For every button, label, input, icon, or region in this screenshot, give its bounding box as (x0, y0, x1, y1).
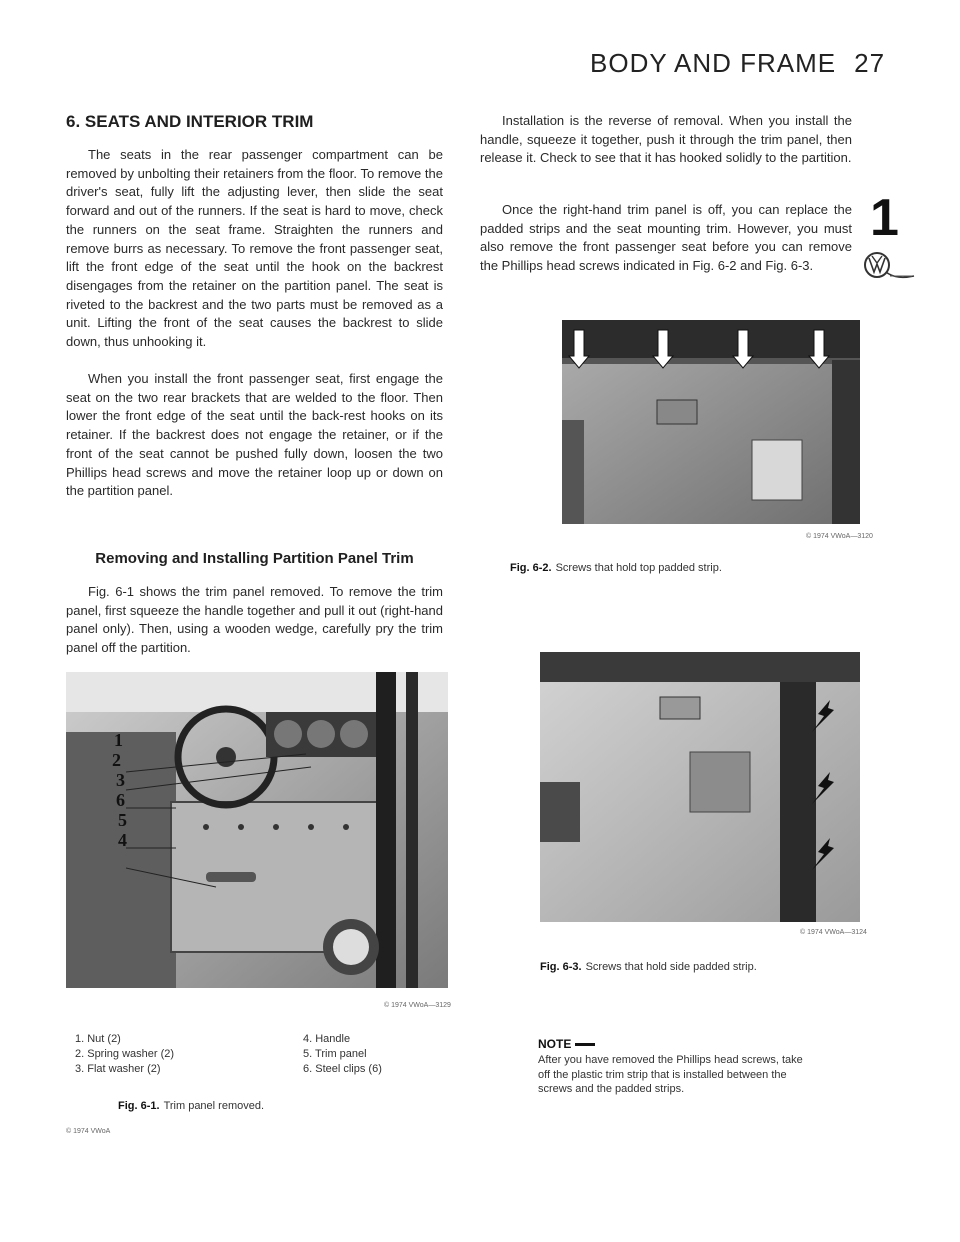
figure-6-1-caption (118, 1100, 264, 1112)
callout-6: 6 (116, 790, 125, 810)
legend-item: 6. Steel clips (6) (303, 1063, 382, 1075)
figure-6-1-caption-text: Trim panel removed. (163, 1100, 265, 1112)
note-dash (575, 1043, 595, 1046)
right-paragraph-2: Once the right-hand trim panel is off, you can replace the padded strips and the seat mounting trim. However, you must also remove the front passenger seat before you can remove the Phillips head screws indicated in Fig. 6-2 and Fig. 6-3. (480, 202, 852, 274)
chapter-tab-number: 1 (870, 189, 899, 247)
figure-6-2-label: Fig. 6-2. (510, 562, 552, 574)
callout-4: 4 (118, 830, 127, 850)
right-paragraph-1: Installation is the reverse of removal. When you install the handle, squeeze it together, push it through the trim panel, then release it. Check to see that it has hooked solidly to the partition. (480, 113, 852, 166)
subsection-heading: Removing and Installing Partition Panel Trim (95, 550, 414, 567)
figure-6-2-caption-text: Screws that hold top padded strip. (555, 562, 722, 574)
note-body: After you have removed the Phillips head screws, take off the plastic trim strip that is installed between the screws and the padded strips. (538, 1054, 803, 1095)
subsection-paragraph: Fig. 6-1 shows the trim panel removed. To remove the trim panel, first squeeze the handle together and pull it out (right-hand panel only). Then, using a wooden wedge, carefully pry the trim panel off the partition. (66, 584, 443, 656)
legend-item: 3. Flat washer (2) (75, 1063, 161, 1075)
callout-1: 1 (114, 730, 123, 750)
section-paragraph-1: The seats in the rear passenger compartment can be removed by unbolting their retainers from the floor. To remove the driver's seat, fully lift the adjusting lever, then slide the seat forward and out of the runners. If the seat is hard to move, check the runners on the seat frame. Straighten the runners and remove burrs as necessary. To remove the front passenger seat, lift the front edge of the seat until the hook on the backrest disengages from the retainer on the partition panel. The seat is riveted to the backrest and the two parts must be removed as a unit. Lifting the front of the seat causes the backrest to slide down, thus unhooking it. (66, 147, 443, 350)
running-header (590, 48, 885, 79)
figure-6-3-label: Fig. 6-3. (540, 961, 582, 973)
page-number: 27 (854, 48, 886, 78)
figure-6-3-caption-text: Screws that hold side padded strip. (585, 961, 757, 973)
figure-6-3-photo (540, 652, 860, 922)
callout-5: 5 (118, 810, 127, 830)
footer-credit: © 1974 VWoA (66, 1128, 111, 1135)
figure-6-3-caption (540, 961, 757, 973)
figure-6-1-legend-left (75, 1032, 174, 1077)
figure-6-1-photo (66, 672, 448, 988)
figure-6-1-credit: © 1974 VWoA—3129 (384, 1002, 451, 1009)
callout-3: 3 (116, 770, 125, 790)
callout-2: 2 (112, 750, 121, 770)
figure-6-1-label: Fig. 6-1. (118, 1100, 160, 1112)
figure-6-1-legend-right (303, 1032, 382, 1077)
vw-logo-icon (862, 250, 918, 289)
section-title: 6. SEATS AND INTERIOR TRIM (66, 112, 314, 131)
legend-item: 5. Trim panel (303, 1048, 367, 1060)
figure-6-2-photo (562, 320, 860, 524)
legend-item: 1. Nut (2) (75, 1033, 121, 1045)
figure-6-3-credit: © 1974 VWoA—3124 (800, 929, 867, 936)
legend-item: 2. Spring washer (2) (75, 1048, 175, 1060)
header-title: BODY AND FRAME (590, 48, 837, 78)
section-paragraph-2: When you install the front passenger seat, first engage the seat on the two rear brackets that are welded to the floor. Then lower the front edge of the seat until the back-rest hooks on its retainer. If the backrest does not engage the retainer, or if the front of the seat cannot be pushed fully down, loosen the two Phillips head screws and move the retainer loop up or down on the partition panel. (66, 371, 443, 499)
note-heading (538, 1037, 595, 1051)
figure-6-2-caption (510, 562, 722, 574)
note-heading-text: NOTE (538, 1037, 572, 1051)
legend-item: 4. Handle (303, 1033, 351, 1045)
figure-6-2-credit: © 1974 VWoA—3120 (806, 533, 873, 540)
